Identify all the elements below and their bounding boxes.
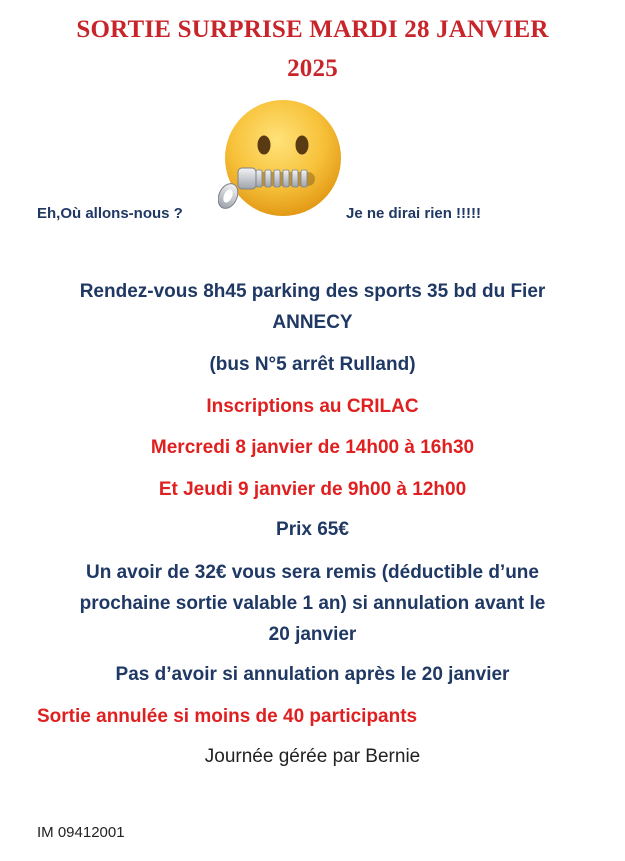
title-line-1: SORTIE SURPRISE MARDI 28 JANVIER xyxy=(76,16,549,43)
credit-note-line-2: prochaine sortie valable 1 an) si annulation avant le xyxy=(79,593,546,614)
credit-note-line-3: 20 janvier xyxy=(268,624,357,645)
credit-note-line-1: Un avoir de 32€ vous sera remis (déductible d’une xyxy=(86,562,539,583)
title-line-2: 2025 xyxy=(287,55,338,82)
registration-date-2: Et Jeudi 9 janvier de 9h00 à 12h00 xyxy=(158,479,467,500)
no-credit-note: Pas d’avoir si annulation après le 20 janvier xyxy=(115,664,510,685)
registration-info: Inscriptions au CRILAC xyxy=(206,396,419,417)
meeting-point-line-2: ANNECY xyxy=(272,312,353,333)
registration-date-1: Mercredi 8 janvier de 14h00 à 16h30 xyxy=(150,437,475,458)
license-number: IM 09412001 xyxy=(37,824,125,841)
tagline-answer: Je ne dirai rien !!!!! xyxy=(346,205,482,222)
price: Prix 65€ xyxy=(276,519,349,540)
bus-info: (bus N°5 arrêt Rulland) xyxy=(209,354,416,375)
meeting-point-line-1: Rendez-vous 8h45 parking des sports 35 bd du Fier xyxy=(79,281,546,302)
cancellation-condition: Sortie annulée si moins de 40 participants xyxy=(37,706,418,727)
tagline-question: Eh,Où allons-nous ? xyxy=(37,205,183,222)
organizer: Journée gérée par Bernie xyxy=(204,746,421,767)
zipper-mouth-face-icon xyxy=(218,96,348,226)
